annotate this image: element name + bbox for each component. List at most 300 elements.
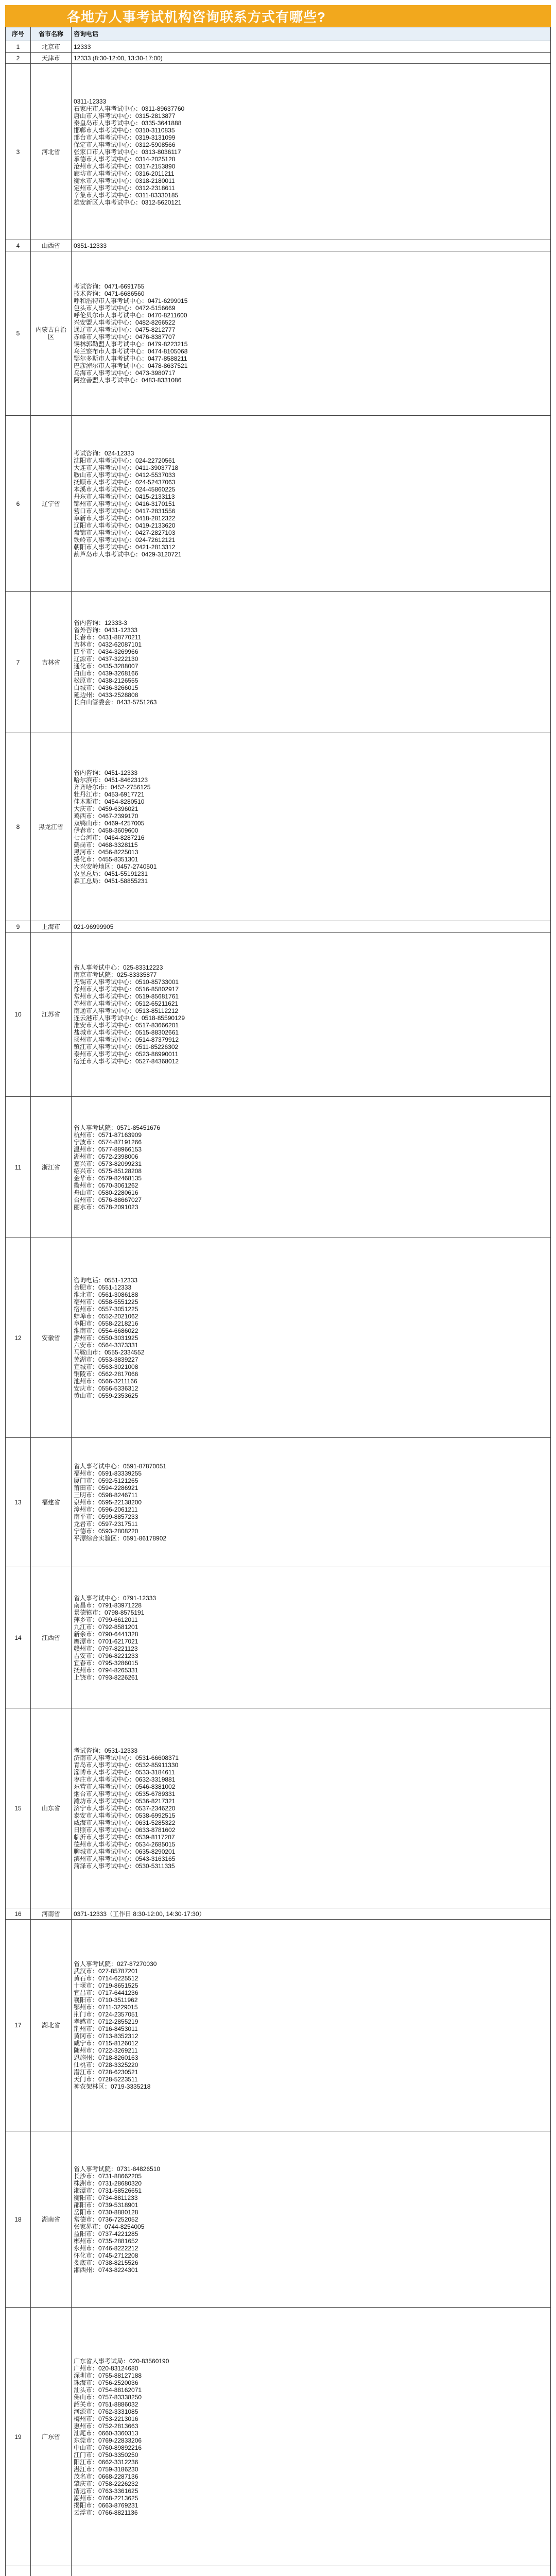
- row-number: 3: [6, 64, 31, 240]
- phone-line: 鄂州市：0711-3229015: [74, 2004, 138, 2011]
- phone-line: 辛集市人事考试中心：0311-83330185: [74, 191, 179, 199]
- phone-line: 龙岩市：0597-2317511: [74, 1520, 138, 1528]
- phone-line: 蚌埠市：0552-2021062: [74, 1312, 138, 1320]
- phone-line: 济宁市人事考试中心：0537-2346220: [74, 1804, 176, 1812]
- phone-line: 芜湖市：0553-3839227: [74, 1355, 138, 1363]
- phone-line: 厦门市：0592-5121265: [74, 1477, 138, 1484]
- phone-info: [72, 240, 551, 251]
- phone-line: 日照市人事考试中心：0633-8781602: [74, 1826, 176, 1834]
- province-name: 江苏省: [31, 933, 72, 1097]
- phone-line: 省人事考试院：0571-85451676: [74, 1124, 161, 1131]
- table-row: [6, 1438, 551, 1567]
- phone-line: 省人事考试中心：0591-87870051: [74, 1463, 167, 1470]
- phone-line: 邵阳市：0739-5318901: [74, 2201, 138, 2209]
- phone-line: 021-96999905: [74, 923, 114, 930]
- province-name: 广东省: [31, 2308, 72, 2566]
- phone-line: 农垦总局：0451-55191231: [74, 870, 148, 877]
- row-number: 10: [6, 933, 31, 1097]
- table-row: [6, 592, 551, 733]
- phone-line: 南昌市：0791-83971228: [74, 1601, 142, 1609]
- table-body: [6, 41, 551, 2576]
- phone-line: 常州市人事考试中心：0519-85681761: [74, 993, 179, 1000]
- province-name: 河北省: [31, 64, 72, 240]
- table-row: [6, 53, 551, 64]
- phone-line: 承德市人事考试中心：0314-2025128: [74, 155, 176, 163]
- phone-line: 大庆市：0459-6396021: [74, 805, 138, 812]
- table-row: [6, 2308, 551, 2566]
- province-name: [31, 2566, 72, 2576]
- phone-line: 无锡市人事考试中心：0510-85733001: [74, 978, 179, 986]
- phone-line: 广州市：020-83124680: [74, 2364, 138, 2372]
- phone-line: 天门市：0728-5223511: [74, 2076, 138, 2083]
- phone-line: 鹰潭市：0701-6217021: [74, 1637, 138, 1645]
- phone-line: 宣城市：0563-3021008: [74, 1363, 138, 1370]
- phone-line: 辽源市：0437-3222130: [74, 655, 138, 663]
- phone-line: 邯郸市人事考试中心：0310-3110835: [74, 126, 175, 134]
- row-number: 18: [6, 2131, 31, 2308]
- phone-line: 揭阳市：0663-8769231: [74, 2501, 138, 2509]
- table-row: [6, 64, 551, 240]
- phone-line: 鄂尔多斯市人事考试中心：0477-8588211: [74, 355, 187, 362]
- phone-line: 台州市：0576-88667027: [74, 1196, 142, 1204]
- phone-line: 宜昌市：0717-6441236: [74, 1989, 138, 1996]
- phone-line: 金华市：0579-82468135: [74, 1174, 142, 1182]
- phone-line: 郴州市：0735-2881652: [74, 2237, 138, 2245]
- phone-info: [72, 1708, 551, 1908]
- phone-line: 恩施州：0718-8260163: [74, 2054, 138, 2061]
- phone-line: 齐齐哈尔市：0452-2756125: [74, 784, 151, 791]
- phone-line: 连云港市人事考试中心：0518-85590129: [74, 1014, 185, 1022]
- phone-line: 南通市人事考试中心：0513-85112212: [74, 1007, 179, 1014]
- phone-line: 辽阳市人事考试中心：0419-2133620: [74, 521, 176, 529]
- phone-line: 淮安市人事考试中心：0517-83666201: [74, 1022, 179, 1029]
- phone-line: 赣州市：0797-8221123: [74, 1645, 138, 1652]
- phone-line: 哈尔滨市：0451-84623123: [74, 776, 148, 784]
- phone-line: 黄山市：0559-2353625: [74, 1392, 138, 1399]
- phone-line: 省人事考试院：0731-84826510: [74, 2165, 161, 2173]
- phone-line: 肇庆市：0758-2226232: [74, 2480, 138, 2487]
- phone-line: 双鸭山市：0469-4257005: [74, 820, 145, 827]
- table-row: [6, 1908, 551, 1920]
- column-header-phone: 咨询电话: [72, 27, 551, 41]
- phone-line: 0311-12333: [74, 97, 107, 105]
- phone-line: 佛山市：0757-83338250: [74, 2393, 142, 2401]
- phone-line: 娄底市：0738-8215526: [74, 2259, 138, 2266]
- phone-line: 定州市人事考试中心：0312-2318611: [74, 184, 175, 192]
- province-name: 黑龙江省: [31, 733, 72, 921]
- phone-line: 宿迁市人事考试中心：0527-84368012: [74, 1058, 179, 1065]
- phone-line: 湘潭市：0731-58526651: [74, 2187, 142, 2194]
- phone-line: 呼和浩特市人事考试中心：0471-6299015: [74, 297, 188, 304]
- table-row: [6, 41, 551, 53]
- phone-line: 新余市：0790-6441328: [74, 1630, 138, 1638]
- phone-line: 七台河市：0464-8287216: [74, 834, 145, 841]
- phone-line: 盐城市人事考试中心：0515-88302661: [74, 1029, 179, 1036]
- phone-line: 营口市人事考试中心：0417-2831556: [74, 507, 176, 515]
- phone-line: 乌海市人事考试中心：0473-3980717: [74, 369, 176, 377]
- phone-line: 邢台市人事考试中心：0319-3131099: [74, 133, 176, 141]
- phone-line: 南京市考试院：025-83335877: [74, 971, 157, 978]
- phone-line: 梅州市：0753-2213016: [74, 2415, 138, 2422]
- phone-line: 十堰市：0719-8651525: [74, 1982, 138, 1989]
- column-header-number: 序号: [6, 27, 31, 41]
- phone-line: 合肥市：0551-12333: [74, 1283, 132, 1291]
- phone-line: 省人事考试院：027-87270030: [74, 1960, 157, 1968]
- row-number: 8: [6, 733, 31, 921]
- phone-line: 阜阳市：0558-2218216: [74, 1319, 138, 1327]
- phone-line: 铜陵市：0562-2817066: [74, 1370, 138, 1378]
- phone-line: 苏州市人事考试中心：0512-65211621: [74, 1000, 179, 1007]
- phone-line: 南平市：0599-8857233: [74, 1513, 138, 1520]
- phone-line: 嘉兴市：0573-82099231: [74, 1160, 142, 1167]
- phone-line: 绍兴市：0575-85128208: [74, 1167, 142, 1175]
- row-number: 6: [6, 416, 31, 592]
- phone-line: 抚顺市人事考试中心：024-52437063: [74, 478, 176, 486]
- phone-line: 萍乡市：0799-6612011: [74, 1616, 138, 1623]
- phone-info: [72, 933, 551, 1097]
- phone-line: 大连市人事考试中心：0411-39037718: [74, 464, 179, 471]
- phone-line: 泰安市人事考试中心：0538-6992515: [74, 1811, 176, 1819]
- phone-line: 长沙市：0731-88662205: [74, 2172, 142, 2180]
- row-number: 12: [6, 1238, 31, 1438]
- row-number: 15: [6, 1708, 31, 1908]
- table-row: [6, 2131, 551, 2308]
- phone-line: 孝感市：0712-2855219: [74, 2018, 138, 2025]
- phone-line: 宁德市：0593-2808220: [74, 1528, 138, 1535]
- phone-line: 扬州市人事考试中心：0514-87379912: [74, 1036, 179, 1043]
- phone-line: 荆门市：0724-2357051: [74, 2011, 138, 2018]
- page-title: 各地方人事考试机构咨询联系方式有哪些?: [67, 9, 326, 25]
- phone-line: 森工总局：0451-58855231: [74, 877, 148, 885]
- phone-line: 0371-12333（工作日 8:30-12:00, 14:30-17:30）: [74, 1910, 205, 1918]
- phone-line: 上饶市：0793-8226261: [74, 1673, 138, 1681]
- phone-line: 省人事考试中心：0791-12333: [74, 1594, 157, 1602]
- province-name: 浙江省: [31, 1097, 72, 1238]
- phone-line: 三明市：0598-8246711: [74, 1492, 138, 1499]
- phone-line: 白山市：0439-3268166: [74, 669, 138, 677]
- phone-line: 阜新市人事考试中心：0418-2812322: [74, 514, 176, 522]
- province-name: 河南省: [31, 1908, 72, 1920]
- phone-line: 珠海市：0756-2520036: [74, 2379, 138, 2386]
- phone-line: 抚州市：0794-8265331: [74, 1666, 138, 1674]
- phone-line: 云浮市：0766-8821136: [74, 2509, 138, 2516]
- table-row: [6, 251, 551, 416]
- phone-line: 沈阳市人事考试中心：024-22720561: [74, 456, 176, 464]
- table-row: [6, 2566, 551, 2576]
- phone-line: 锦州市人事考试中心：0416-3170151: [74, 500, 176, 507]
- province-name: 辽宁省: [31, 416, 72, 592]
- phone-line: 徐州市人事考试中心：0516-85802917: [74, 986, 179, 993]
- row-number: 4: [6, 240, 31, 251]
- phone-line: 襄阳市：0710-3511962: [74, 1996, 138, 2004]
- phone-line: 江门市：0750-3350250: [74, 2451, 138, 2459]
- phone-line: 保定市人事考试中心：0312-5908566: [74, 141, 176, 148]
- phone-line: 赤峰市人事考试中心：0476-8387707: [74, 333, 176, 341]
- phone-line: 衡水市人事考试中心：0318-2180011: [74, 177, 175, 184]
- phone-line: 鞍山市人事考试中心：0412-5537033: [74, 471, 176, 479]
- phone-line: 乌兰察布市人事考试中心：0474-8105068: [74, 348, 188, 355]
- row-number: 9: [6, 921, 31, 933]
- phone-line: 阿拉善盟人事考试中心：0483-8331086: [74, 377, 182, 384]
- province-name: 吉林省: [31, 592, 72, 733]
- phone-line: 汕尾市：0660-3360313: [74, 2429, 138, 2437]
- phone-line: 韶关市：0751-8886032: [74, 2400, 138, 2408]
- phone-line: 常德市：0736-7252052: [74, 2215, 138, 2223]
- contacts-table: [5, 27, 551, 2576]
- phone-line: 长春市：0431-88770211: [74, 633, 142, 641]
- province-name: 湖南省: [31, 2131, 72, 2308]
- province-name: 北京市: [31, 41, 72, 53]
- phone-line: 岳阳市：0730-8880128: [74, 2208, 138, 2216]
- phone-line: 泉州市：0595-22138200: [74, 1499, 142, 1506]
- phone-line: 九江市：0792-8581201: [74, 1623, 138, 1631]
- phone-info: [72, 1438, 551, 1567]
- phone-line: 景德镇市：0798-8575191: [74, 1608, 145, 1616]
- phone-line: 呼伦贝尔市人事考试中心：0470-8211600: [74, 312, 187, 319]
- phone-line: 宁波市：0574-87191266: [74, 1138, 142, 1146]
- phone-line: 宜春市：0795-3286015: [74, 1659, 138, 1667]
- phone-line: 张家口市人事考试中心：0313-8036117: [74, 148, 181, 156]
- phone-line: 烟台市人事考试中心：0535-6789331: [74, 1790, 176, 1798]
- phone-line: 益阳市：0737-4221285: [74, 2230, 138, 2238]
- phone-info: [72, 1920, 551, 2131]
- phone-info: [72, 1238, 551, 1438]
- phone-line: 葫芦岛市人事考试中心：0429-3120721: [74, 550, 182, 558]
- province-name: 内蒙古自治区: [31, 251, 72, 416]
- phone-line: 鸡西市：0467-2399170: [74, 812, 138, 820]
- phone-line: 丹东市人事考试中心：0415-2133113: [74, 493, 175, 500]
- phone-info: [72, 921, 551, 933]
- phone-line: 白城市：0436-3266015: [74, 684, 138, 691]
- phone-line: 湘西州：0743-8224301: [74, 2266, 138, 2274]
- phone-line: 张家界市：0744-8254005: [74, 2223, 145, 2230]
- phone-line: 省外咨询：0431-12333: [74, 626, 138, 634]
- province-name: 福建省: [31, 1438, 72, 1567]
- phone-line: 盘锦市人事考试中心：0427-2827103: [74, 529, 176, 536]
- phone-line: 唐山市人事考试中心：0315-2813877: [74, 112, 176, 120]
- phone-line: 茂名市：0668-2287136: [74, 2472, 138, 2480]
- phone-line: 大兴安岭地区：0457-2740501: [74, 863, 157, 870]
- phone-line: 济南市人事考试中心：0531-66608371: [74, 1754, 179, 1761]
- phone-line: 聊城市人事考试中心：0635-8290201: [74, 1848, 176, 1855]
- phone-info: [72, 53, 551, 64]
- phone-info: [72, 592, 551, 733]
- phone-line: 安庆市：0556-5336312: [74, 1384, 138, 1392]
- phone-line: 平潭综合实验区：0591-86178902: [74, 1535, 167, 1542]
- phone-info: [72, 733, 551, 921]
- phone-line: 鹤岗市：0468-3328115: [74, 841, 138, 849]
- row-number: 16: [6, 1908, 31, 1920]
- province-name: 山西省: [31, 240, 72, 251]
- row-number: 7: [6, 592, 31, 733]
- table-row: [6, 240, 551, 251]
- phone-line: 潜江市：0728-6230521: [74, 2069, 138, 2076]
- phone-line: 潮州市：0768-2213625: [74, 2494, 138, 2502]
- phone-line: 清远市：0763-3361625: [74, 2487, 138, 2495]
- phone-line: 考试咨询：0471-6691755: [74, 283, 145, 290]
- phone-line: 秦皇岛市人事考试中心：0335-3641888: [74, 119, 182, 127]
- phone-line: 考试咨询：024-12333: [74, 449, 134, 457]
- phone-info: [72, 416, 551, 592]
- phone-line: 泰州市人事考试中心：0523-86990011: [74, 1050, 179, 1058]
- row-number: [6, 2566, 31, 2576]
- table-header-row: [6, 27, 551, 41]
- phone-line: 福州市：0591-83339255: [74, 1470, 142, 1477]
- phone-line: 本溪市人事考试中心：024-45860225: [74, 485, 176, 493]
- phone-line: 省内咨询：0451-12333: [74, 769, 138, 776]
- phone-line: 兴安盟人事考试中心：0482-8266522: [74, 319, 176, 326]
- province-name: 上海市: [31, 921, 72, 933]
- phone-line: 中山市：0760-89892216: [74, 2444, 142, 2451]
- row-number: 1: [6, 41, 31, 53]
- table-row: [6, 1708, 551, 1908]
- phone-line: 惠州市：0752-2813663: [74, 2422, 138, 2430]
- phone-line: 滁州市：0550-3031925: [74, 1334, 138, 1342]
- phone-info: [72, 1908, 551, 1920]
- phone-line: 神农架林区：0719-3335218: [74, 2083, 151, 2090]
- phone-line: 伊春市：0458-3609600: [74, 827, 138, 834]
- phone-line: 菏泽市人事考试中心：0530-5311335: [74, 1862, 175, 1870]
- column-header-province: 省市名称: [31, 27, 72, 41]
- phone-line: 宿州市：0557-3051225: [74, 1305, 138, 1313]
- phone-line: 四平市：0434-3269966: [74, 648, 138, 655]
- phone-line: 延边州：0433-2528808: [74, 691, 138, 699]
- phone-info: [72, 2566, 551, 2576]
- phone-line: 淮南市：0554-6686022: [74, 1327, 138, 1334]
- phone-line: 温州市：0577-88966153: [74, 1145, 142, 1153]
- phone-line: 深圳市：0755-88127188: [74, 2371, 142, 2379]
- phone-line: 荆州市：0716-8453011: [74, 2025, 138, 2032]
- row-number: 14: [6, 1567, 31, 1708]
- phone-info: [72, 1097, 551, 1238]
- phone-line: 淄博市人事考试中心：0533-3184611: [74, 1768, 175, 1776]
- phone-line: 技术咨询：0471-6686560: [74, 290, 145, 297]
- province-name: 天津市: [31, 53, 72, 64]
- phone-line: 湖州市：0572-2398006: [74, 1153, 138, 1160]
- phone-line: 丽水市：0578-2091023: [74, 1203, 138, 1211]
- province-name: 江西省: [31, 1567, 72, 1708]
- phone-line: 滨州市人事考试中心：0543-3163165: [74, 1855, 176, 1862]
- table-row: [6, 733, 551, 921]
- phone-line: 黄冈市：0713-8352312: [74, 2032, 138, 2040]
- phone-line: 沧州市人事考试中心：0317-2153890: [74, 162, 176, 170]
- table-row: [6, 1920, 551, 2131]
- phone-line: 临沂市人事考试中心：0539-8117207: [74, 1833, 175, 1841]
- phone-line: 随州市：0722-3269211: [74, 2047, 138, 2054]
- phone-line: 六安市：0564-3373331: [74, 1341, 138, 1349]
- phone-info: [72, 2308, 551, 2566]
- phone-line: 河源市：0762-3331085: [74, 2408, 138, 2415]
- phone-line: 汕头市：0754-88162071: [74, 2386, 142, 2394]
- phone-line: 省人事考试中心：025-83312223: [74, 964, 163, 971]
- phone-line: 0351-12333: [74, 242, 107, 249]
- phone-line: 枣庄市人事考试中心：0632-3319881: [74, 1775, 176, 1783]
- phone-line: 怀化市：0745-2712208: [74, 2251, 138, 2259]
- phone-line: 亳州市：0558-5551225: [74, 1298, 138, 1306]
- phone-line: 潍坊市人事考试中心：0536-8217321: [74, 1797, 176, 1805]
- phone-line: 株洲市：0731-28680320: [74, 2179, 142, 2187]
- phone-line: 仙桃市：0728-3325220: [74, 2061, 138, 2069]
- table-row: [6, 1238, 551, 1438]
- phone-line: 廊坊市人事考试中心：0316-2011211: [74, 170, 175, 177]
- phone-line: 黄石市：0714-6225512: [74, 1975, 138, 1982]
- phone-info: [72, 41, 551, 53]
- phone-line: 黑河市：0456-8225013: [74, 849, 138, 856]
- phone-info: [72, 2131, 551, 2308]
- phone-line: 省内咨询：12333-3: [74, 619, 128, 626]
- table-row: [6, 933, 551, 1097]
- phone-line: 镇江市人事考试中心：0511-85226302: [74, 1043, 179, 1050]
- phone-line: 杭州市：0571-87163909: [74, 1131, 142, 1139]
- table-row: [6, 921, 551, 933]
- phone-line: 通辽市人事考试中心：0475-8212777: [74, 326, 176, 333]
- row-number: 11: [6, 1097, 31, 1238]
- phone-line: 锡林郭勒盟人事考试中心：0479-8223215: [74, 341, 188, 348]
- phone-line: 12333: [74, 43, 91, 50]
- phone-line: 松原市：0438-2126555: [74, 676, 138, 684]
- phone-line: 舟山市：0580-2280616: [74, 1189, 138, 1196]
- phone-line: 衡阳市：0734-8811233: [74, 2194, 138, 2201]
- phone-line: 包头市人事考试中心：0472-5156669: [74, 304, 176, 312]
- province-name: 安徽省: [31, 1238, 72, 1438]
- phone-info: [72, 1567, 551, 1708]
- phone-line: 铁岭市人事考试中心：024-72612121: [74, 536, 176, 544]
- table-row: [6, 416, 551, 592]
- phone-info: [72, 64, 551, 240]
- phone-line: 考试咨询：0531-12333: [74, 1747, 138, 1754]
- phone-line: 佳木斯市：0454-8280510: [74, 798, 145, 805]
- phone-line: 漳州市：0596-2061211: [74, 1506, 138, 1513]
- phone-line: 东营市人事考试中心：0546-8381002: [74, 1783, 176, 1790]
- phone-line: 武汉市：027-85787201: [74, 1968, 138, 1975]
- table-row: [6, 1567, 551, 1708]
- table-row: [6, 1097, 551, 1238]
- phone-line: 石家庄市人事考试中心：0311-89637760: [74, 105, 185, 112]
- phone-line: 德州市人事考试中心：0534-2685015: [74, 1840, 176, 1848]
- phone-line: 广东省人事考试局：020-83560190: [74, 2357, 169, 2365]
- phone-line: 永州市：0746-8222212: [74, 2244, 138, 2252]
- phone-line: 通化市：0435-3288007: [74, 662, 138, 670]
- row-number: 5: [6, 251, 31, 416]
- phone-line: 淮北市：0561-3086188: [74, 1291, 138, 1298]
- phone-line: 咸宁市：0715-8126012: [74, 2040, 138, 2047]
- phone-line: 朝阳市人事考试中心：0421-2813312: [74, 543, 176, 551]
- phone-line: 阳江市：0662-3312236: [74, 2458, 138, 2466]
- row-number: 13: [6, 1438, 31, 1567]
- phone-line: 咨询电话：0551-12333: [74, 1276, 138, 1284]
- province-name: 山东省: [31, 1708, 72, 1908]
- row-number: 19: [6, 2308, 31, 2566]
- phone-line: 长白山管委会：0433-5751263: [74, 698, 157, 706]
- phone-line: 巴彦淖尔市人事考试中心：0478-8637521: [74, 362, 188, 369]
- phone-line: 12333 (8:30-12:00, 13:30-17:00): [74, 54, 163, 62]
- phone-line: 威海市人事考试中心：0631-5285322: [74, 1819, 176, 1826]
- phone-line: 牡丹江市：0453-6917721: [74, 791, 145, 798]
- row-number: 17: [6, 1920, 31, 2131]
- phone-line: 吉林市：0432-62087101: [74, 640, 142, 648]
- phone-line: 吉安市：0796-8221233: [74, 1652, 138, 1659]
- province-name: 湖北省: [31, 1920, 72, 2131]
- phone-line: 东莞市：0769-22833206: [74, 2436, 142, 2444]
- title-bar: [5, 5, 551, 27]
- phone-line: 池州市：0566-3211166: [74, 1377, 137, 1385]
- phone-line: 莆田市：0594-2286921: [74, 1484, 138, 1492]
- phone-info: [72, 251, 551, 416]
- phone-line: 衢州市：0570-3061262: [74, 1181, 138, 1189]
- phone-line: 雄安新区人事考试中心：0312-5620121: [74, 198, 182, 206]
- phone-line: 绥化市：0455-8351301: [74, 856, 138, 863]
- phone-line: 青岛市人事考试中心：0532-85911330: [74, 1761, 179, 1769]
